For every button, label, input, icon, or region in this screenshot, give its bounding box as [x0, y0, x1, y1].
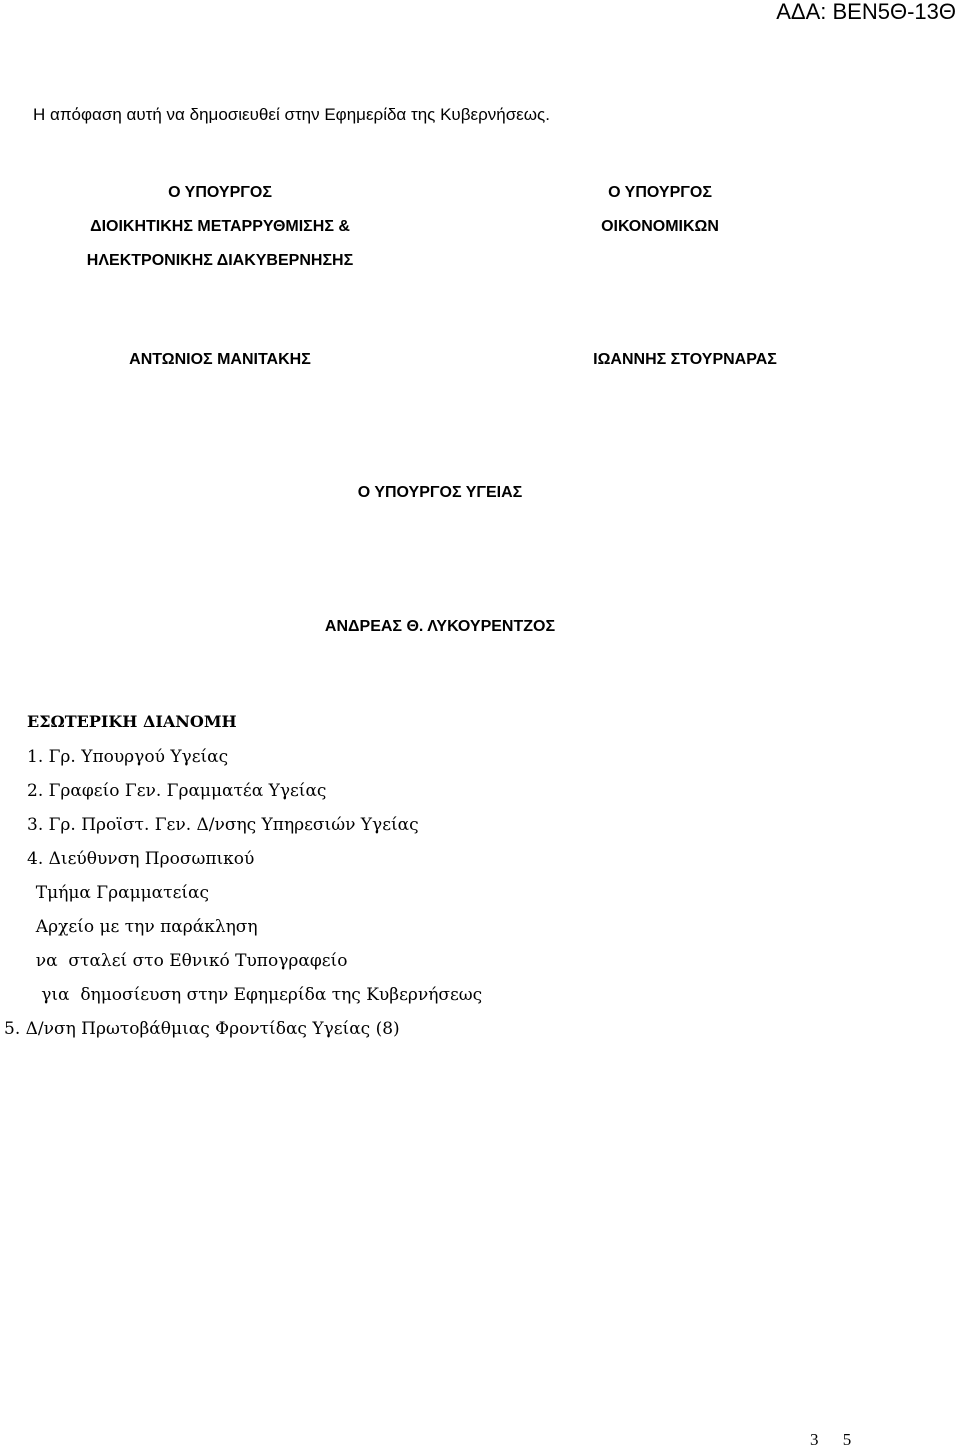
signatory-left-title — [40, 176, 400, 278]
distribution-item: 2. Γραφείο Γεν. Γραμματέα Υγείας — [27, 781, 327, 801]
signatory-center-title: Ο ΥΠΟΥΡΓΟΣ ΥΓΕΙΑΣ — [357, 484, 523, 501]
page-number — [810, 1429, 851, 1451]
distribution-item: Αρχείο με την παράκληση — [25, 917, 258, 937]
distribution-item: 4. Διεύθυνση Προσωπικού — [27, 849, 255, 869]
distribution-item: να σταλεί στο Εθνικό Τυπογραφείο — [25, 951, 348, 971]
distribution-list — [4, 740, 483, 1046]
publication-statement: Η απόφαση αυτή να δημοσιευθεί στην Εφημερίδα της Κυβερνήσεως. — [33, 105, 550, 124]
signatory-right-name: ΙΩΑΝΝΗΣ ΣΤΟΥΡΝΑΡΑΣ — [593, 351, 777, 368]
signatory-right-line-2: ΟΙΚΟΝΟΜΙΚΩΝ — [601, 218, 719, 235]
signatory-right-title — [570, 176, 750, 244]
distribution-title: ΕΣΩΤΕΡΙΚΗ ΔΙΑΝΟΜΗ — [27, 712, 237, 731]
signatory-left-line-2: ΔΙΟΙΚΗΤΙΚΗΣ ΜΕΤΑΡΡΥΘΜΙΣΗΣ & — [90, 218, 350, 235]
page-current: 3 — [810, 1430, 819, 1449]
page-total: 5 — [842, 1430, 852, 1449]
signatory-left-line-3: ΗΛΕΚΤΡΟΝΙΚΗΣ ΔΙΑΚΥΒΕΡΝΗΣΗΣ — [86, 252, 354, 269]
distribution-item: 5. Δ/νση Πρωτοβάθμιας Φροντίδας Υγείας (8) — [4, 1019, 400, 1039]
distribution-item: 1. Γρ. Υπουργού Υγείας — [27, 747, 229, 767]
distribution-item: Τμήμα Γραμματείας — [25, 883, 210, 903]
signatory-center-name: ΑΝΔΡΕΑΣ Θ. ΛΥΚΟΥΡΕΝΤΖΟΣ — [324, 618, 556, 635]
signatory-right-line-1: Ο ΥΠΟΥΡΓΟΣ — [608, 184, 712, 201]
ada-code: ΑΔΑ: ΒΕΝ5Θ-13Θ — [776, 0, 956, 24]
signatory-left-name: ΑΝΤΩΝΙΟΣ ΜΑΝΙΤΑΚΗΣ — [129, 351, 311, 368]
distribution-item: 3. Γρ. Προϊστ. Γεν. Δ/νσης Υπηρεσιών Υγείας — [27, 815, 419, 835]
signatory-left-line-1: Ο ΥΠΟΥΡΓΟΣ — [168, 184, 272, 201]
distribution-item: για δημοσίευση στην Εφημερίδα της Κυβερνήσεως — [25, 985, 483, 1005]
